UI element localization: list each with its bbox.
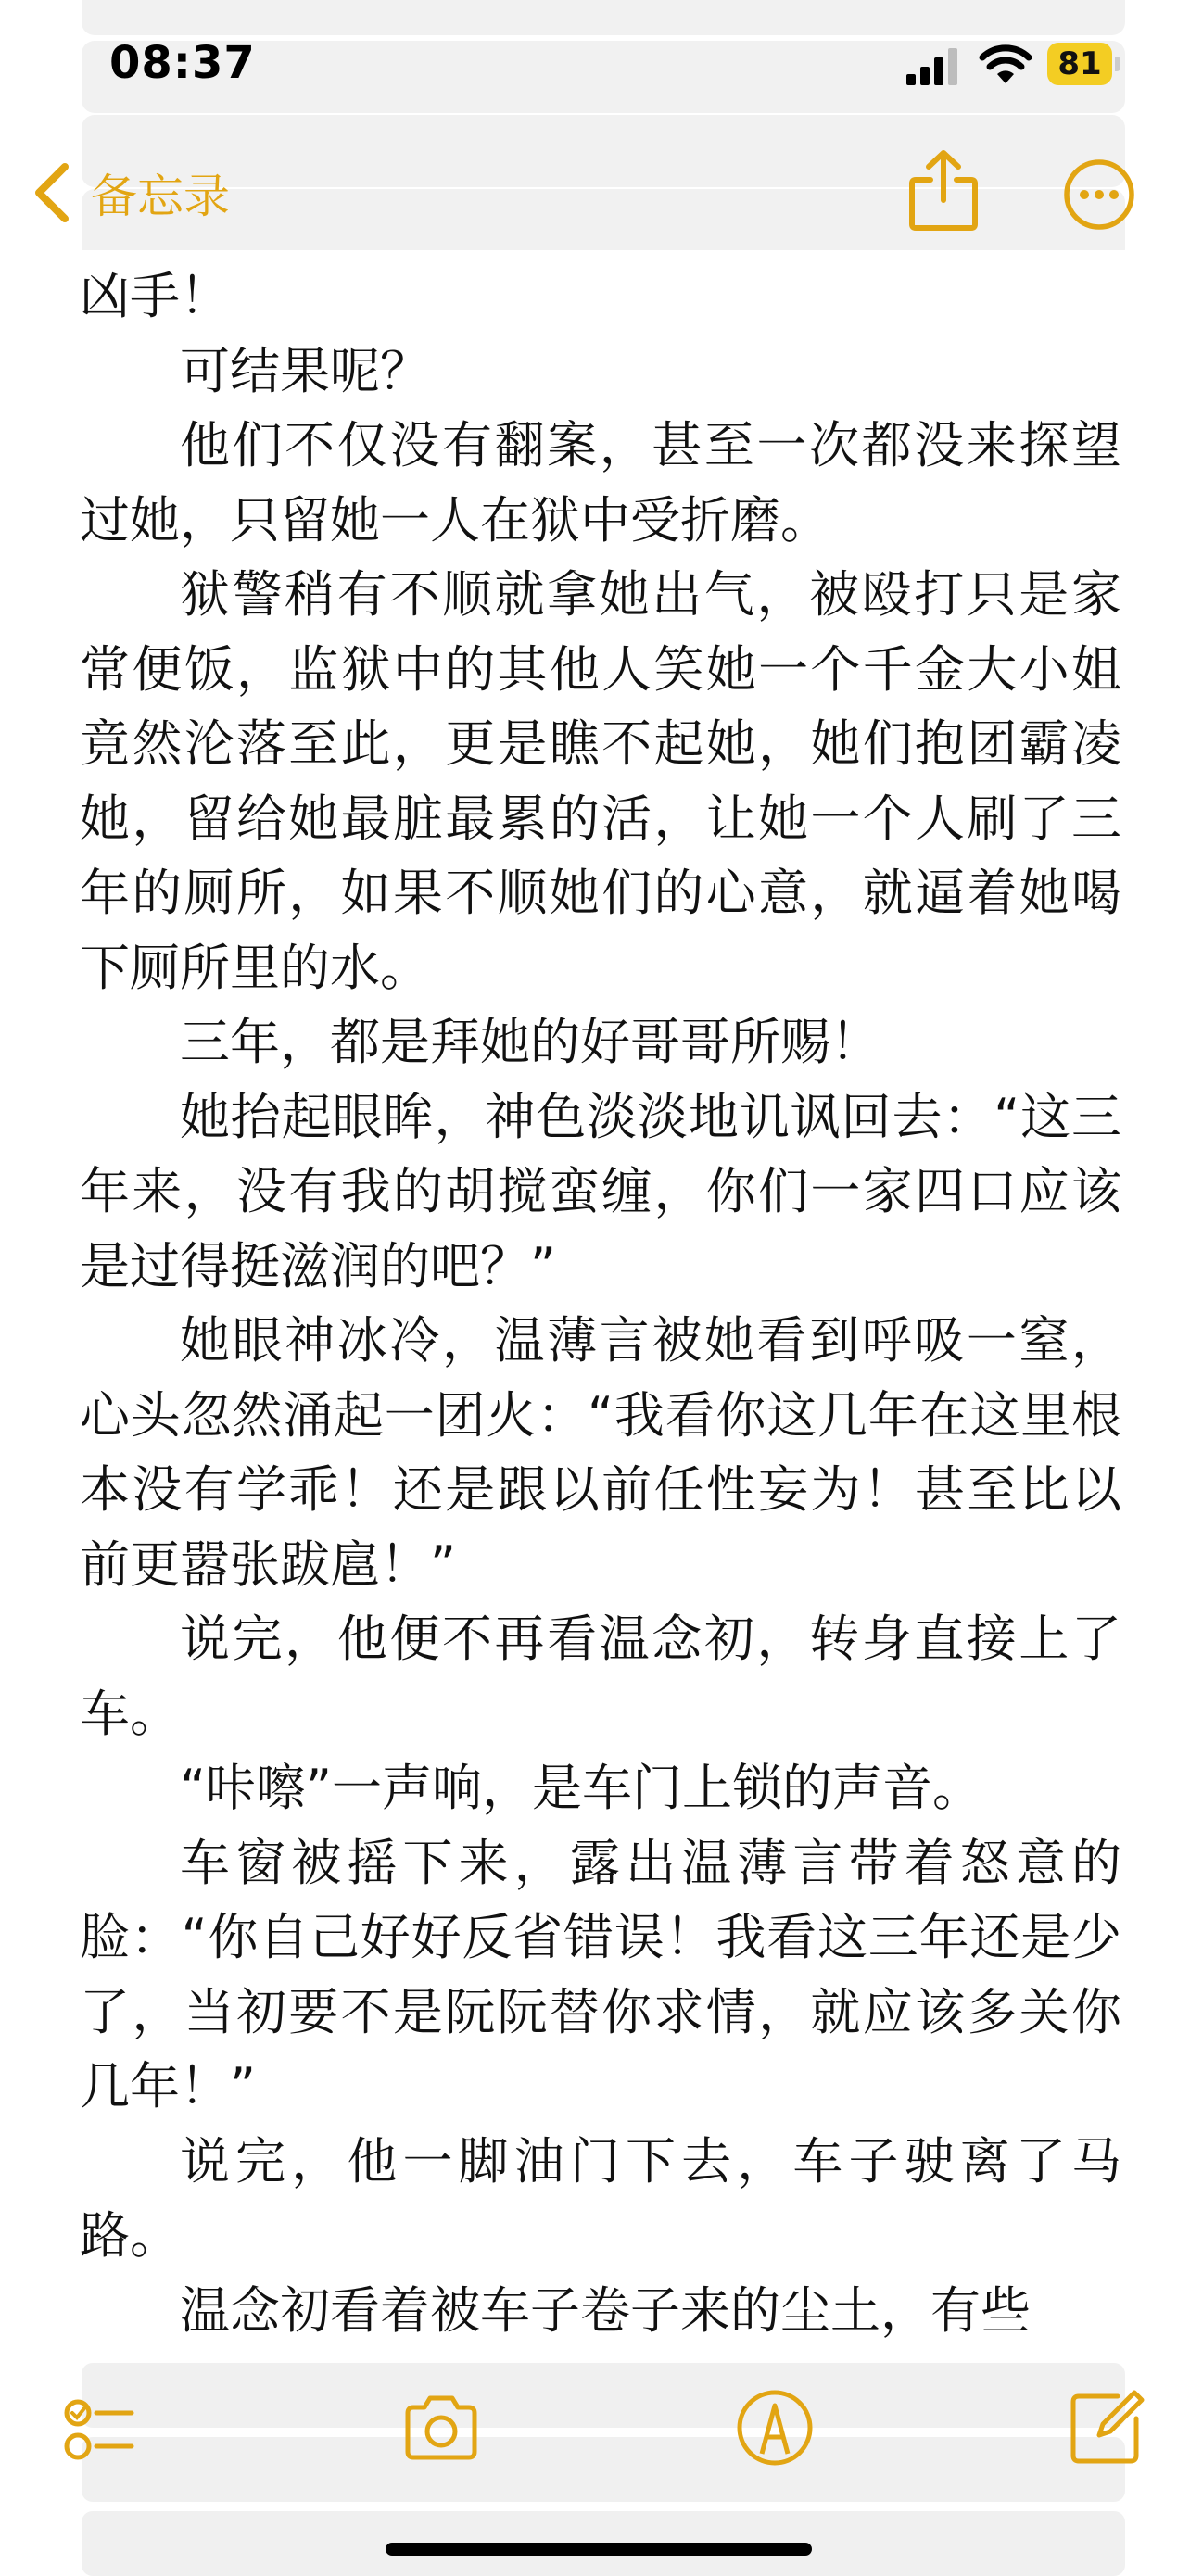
share-icon[interactable]	[905, 148, 982, 234]
markup-icon[interactable]	[732, 2385, 817, 2470]
more-icon[interactable]	[1062, 158, 1136, 232]
note-paragraph: 凶手！	[80, 267, 230, 325]
nav-bar	[0, 139, 1190, 250]
status-bar	[0, 0, 1190, 139]
battery-tip	[1115, 57, 1120, 71]
note-paragraph: 三年，都是拜她的好哥哥所赐！	[180, 1013, 880, 1071]
chevron-left-icon	[33, 163, 70, 222]
note-paragraph: “咔嚓”一声响，是车门上锁的声音。	[180, 1759, 982, 1817]
signal-icon	[906, 48, 958, 85]
note-body[interactable]	[80, 259, 1121, 2348]
note-paragraph: 她眼神冰冷，温薄言被她看到呼吸一窒，心头忽然涌起一团火：“我看你这几年在这里根本没有学乖！还是跟以前任性妄为！甚至比以前更嚣张跋扈！”	[80, 1311, 1121, 1594]
note-paragraph: 狱警稍有不顺就拿她出气，被殴打只是家常便饭，监狱中的其他人笑她一个千金大小姐竟然沦落至此，更是瞧不起她，她们抱团霸凌她，留给她最脏最累的活，让她一个人刷了三年的厕所，如果不顺她们的心意，就逼着她喝下厕所里的水。	[80, 565, 1121, 997]
camera-icon[interactable]	[399, 2385, 484, 2470]
checklist-icon[interactable]	[56, 2385, 141, 2470]
bottom-toolbar	[0, 2372, 1190, 2483]
note-paragraph: 说完，他一脚油门下去，车子驶离了马路。	[80, 2131, 1121, 2265]
home-indicator[interactable]	[386, 2543, 812, 2556]
back-button[interactable]	[33, 156, 230, 230]
note-paragraph: 温念初看着被车子卷子来的尘土，有些	[180, 2280, 1031, 2340]
back-button-label: 备忘录	[91, 170, 230, 223]
note-paragraph: 说完，他便不再看温念初，转身直接上了车。	[80, 1610, 1121, 1743]
note-paragraph: 可结果呢？	[180, 341, 430, 400]
note-paragraph: 她抬起眼眸，神色淡淡地讥讽回去：“这三年来，没有我的胡搅蛮缠，你们一家四口应该是过得挺滋润的吧？”	[80, 1087, 1121, 1295]
status-time: 08:37	[109, 37, 256, 89]
battery-level: 81	[1057, 45, 1102, 82]
battery-icon	[1047, 43, 1121, 87]
note-paragraph: 车窗被摇下来，露出温薄言带着怒意的脸：“你自己好好反省错误！我看这三年还是少了，当初要不是阮阮替你求情，就应该多关你几年！”	[80, 1833, 1121, 2115]
note-paragraph: 他们不仅没有翻案，甚至一次都没来探望过她，只留她一人在狱中受折磨。	[80, 416, 1121, 549]
compose-icon[interactable]	[1062, 2385, 1147, 2470]
wifi-icon	[979, 44, 1032, 85]
battery-body	[1047, 43, 1112, 85]
